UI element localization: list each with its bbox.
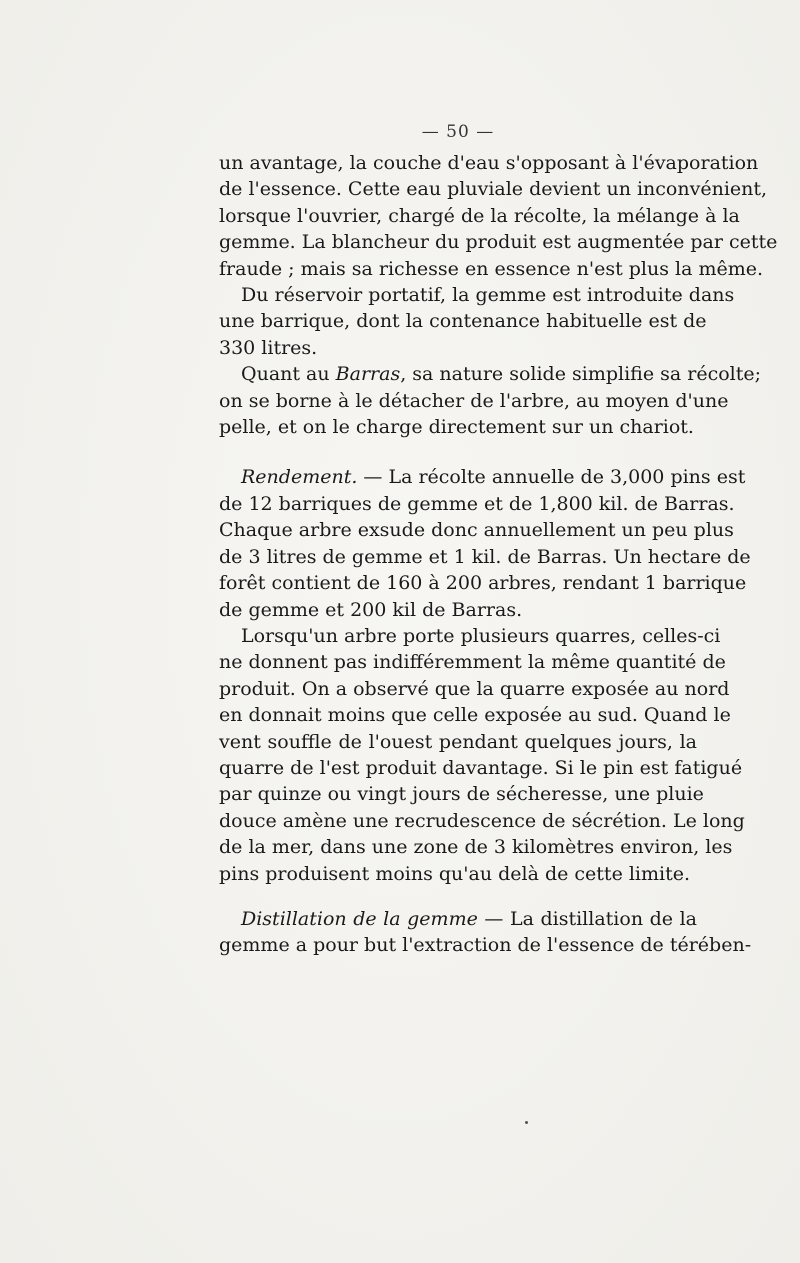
text-line: de l'essence. Cette eau pluviale devient un inconvénient, [219, 178, 768, 201]
text-line: gemme a pour but l'extraction de l'essence de térében- [219, 934, 752, 957]
italic-term: Barras [335, 363, 401, 386]
paragraph-gap [219, 887, 697, 906]
paragraph [219, 150, 778, 282]
text-line: lorsque l'ouvrier, chargé de la récolte, la mélange à la [219, 204, 740, 227]
text-line: Du réservoir portatif, la gemme est introduite dans [241, 284, 735, 307]
text-line: quarre de l'est produit davantage. Si le pin est fatigué [219, 756, 743, 779]
text-line: forêt contient de 160 à 200 arbres, rendant 1 barrique [219, 572, 747, 595]
text-line [219, 906, 697, 932]
text-line: ne donnent pas indifféremment la même quantité de [219, 651, 726, 674]
text-line: de 3 litres de gemme et 1 kil. de Barras. Un hectare de [219, 545, 751, 568]
page-number: — 50 — [421, 122, 495, 142]
text-line: 330 litres. [219, 336, 318, 359]
text-line: de 12 barriques de gemme et de 1,800 kil. de Barras. [219, 492, 735, 515]
text-line: de gemme et 200 kil de Barras. [219, 598, 523, 621]
text-segment: Quant au [241, 363, 336, 386]
section-heading: Rendement. [241, 466, 358, 489]
text-segment: — La récolte annuelle de 3,000 pins est [357, 466, 746, 489]
text-line [219, 361, 762, 387]
paragraph [219, 623, 745, 887]
paragraph [219, 361, 762, 440]
ink-speck [525, 1121, 528, 1124]
text-segment: , sa nature solide simplifie sa récolte; [400, 363, 762, 386]
paragraph-gap [219, 440, 697, 464]
text-line: on se borne à le détacher de l'arbre, au moyen d'une [219, 389, 729, 412]
text-line: pins produisent moins qu'au delà de cette limite. [219, 862, 691, 885]
text-segment: — La distillation de la [477, 907, 697, 930]
text-line: Chaque arbre exsude donc annuellement un peu plus [219, 519, 734, 542]
text-line: gemme. La blancheur du produit est augmentée par cette [219, 231, 778, 254]
body-text [219, 150, 778, 959]
paragraph [219, 906, 752, 959]
text-line: Lorsqu'un arbre porte plusieurs quarres, celles-ci [241, 624, 721, 647]
text-line: douce amène une recrudescence de sécrétion. Le long [219, 809, 745, 832]
paragraph [219, 464, 751, 622]
text-line: produit. On a observé que la quarre exposée au nord [219, 677, 730, 700]
text-line [219, 464, 746, 490]
text-line: un avantage, la couche d'eau s'opposant à l'évaporation [219, 152, 759, 174]
section-heading: Distillation de la gemme [241, 907, 478, 930]
text-line: de la mer, dans une zone de 3 kilomètres environ, les [219, 836, 733, 859]
paragraph [219, 282, 735, 361]
text-line: par quinze ou vingt jours de sécheresse, une pluie [219, 783, 704, 806]
text-line: en donnait moins que celle exposée au sud. Quand le [219, 704, 731, 727]
text-line: vent souffle de l'ouest pendant quelques jours, la [219, 730, 697, 753]
text-line: une barrique, dont la contenance habituelle est de [219, 310, 707, 333]
text-line: pelle, et on le charge directement sur un chariot. [219, 416, 694, 439]
text-line: fraude ; mais sa richesse en essence n'est plus la même. [219, 257, 764, 280]
